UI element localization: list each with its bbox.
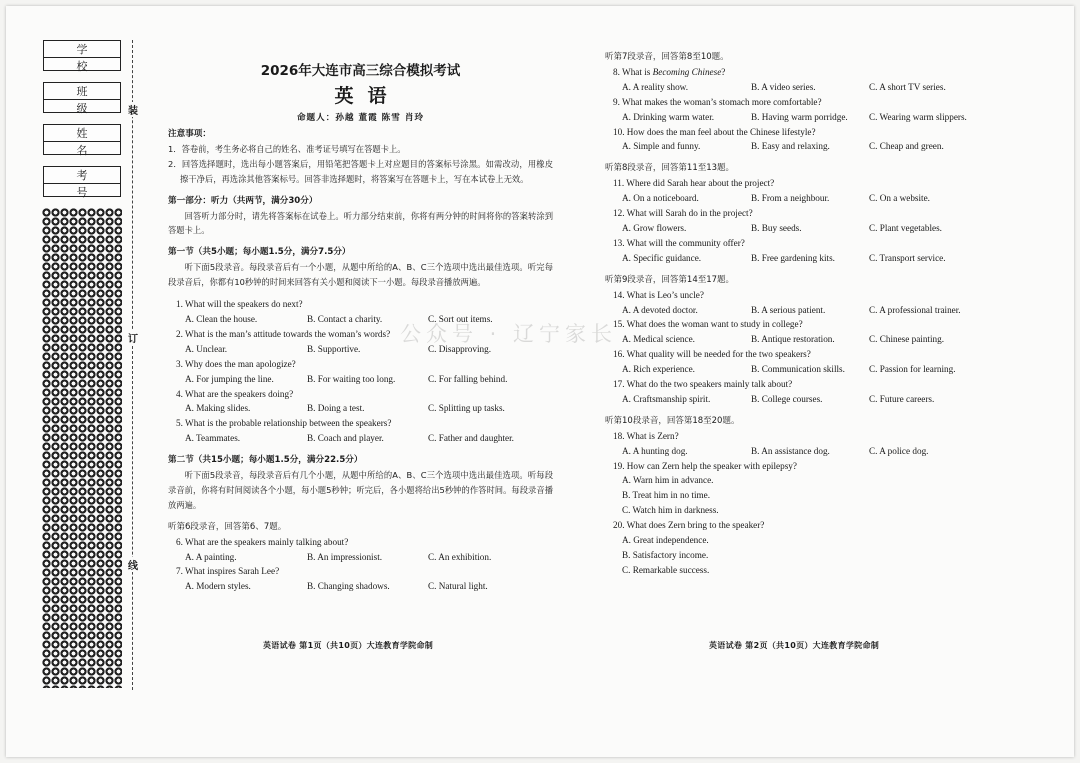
option-c[interactable]: C. Wearing warm slippers. [869,111,967,122]
question-9 [605,95,1005,125]
option-c[interactable]: C. Passion for learning. [869,364,956,375]
option-c[interactable]: C. Plant vegetables. [869,222,942,233]
stem-end: ? [721,66,726,77]
school-label: 学 校 [44,41,120,58]
question-stem: 19. How can Zern help the speaker with epilepsy? [613,460,797,471]
question-10 [605,125,1005,155]
question-14 [605,288,1005,318]
name-label: 姓 名 [44,125,120,142]
question-stem: 1. What will the speakers do next? [176,299,303,310]
question-17 [605,377,1005,407]
question-15 [605,317,1005,347]
option-a[interactable]: A. Rich experience. [622,364,695,375]
authors: 命题人：孙越 董霞 陈雪 肖玲 [296,113,425,123]
group9-title: 听第9段录音，回答第14至17题。 [605,274,735,285]
option-b[interactable]: B. Contact a charity. [307,313,383,324]
question-stem: 2. What is the man’s attitude towards the woman’s words? [176,328,391,339]
option-a[interactable]: A. A hunting dog. [622,445,688,456]
question-4 [168,387,553,417]
option-a[interactable]: A. For jumping the line. [185,373,274,384]
question-stem: 11. Where did Sarah hear about the project? [613,178,775,189]
question-stem: 10. How does the man feel about the Chinese lifestyle? [613,126,816,137]
watermark: 公众号 · 辽宁家长 [400,322,618,346]
binding-cut-line [132,40,133,690]
option-c[interactable]: C. Father and daughter. [428,433,514,444]
decorative-dot-pattern [42,208,122,688]
option-c[interactable]: C. Splitting up tasks. [428,403,505,414]
part1-intro: 回答听力部分时，请先将答案标在试卷上。听力部分结束前，你将有两分钟的时间将你的答案转涂到答题卡上。 [168,210,553,236]
option-b[interactable]: B. Easy and relaxing. [751,141,830,152]
option-c[interactable]: C. Disapproving. [428,343,492,354]
option-b[interactable]: B. An impressionist. [307,551,383,562]
option-a[interactable]: A. Great independence. [622,535,709,546]
option-b[interactable]: B. A video series. [751,81,816,92]
option-b[interactable]: B. Treat him in no time. [622,490,711,501]
group8-title: 听第8段录音，回答第11至13题。 [605,163,735,174]
option-c[interactable]: C. Chinese painting. [869,334,945,345]
page-1-footer: 英语试卷 第1页（共10页）大连教育学院命制 [263,641,434,650]
question-5 [168,416,553,446]
question-13 [605,236,1005,266]
question-stem: 13. What will the community offer? [613,237,745,248]
question-18 [605,429,1005,459]
question-16 [605,347,1005,377]
option-b[interactable]: B. An assistance dog. [751,445,830,456]
option-b[interactable]: B. Doing a test. [307,403,365,414]
option-b[interactable]: B. Satisfactory income. [622,550,709,560]
option-c[interactable]: C. Future careers. [869,393,935,404]
option-a[interactable]: A. Making slides. [185,403,251,414]
exam-title: 2026年大连市高三综合模拟考试 [260,63,461,79]
exam-number-label: 考 号 [44,167,120,184]
question-stem: 20. What does Zern bring to the speaker? [613,520,765,531]
question-stem: 5. What is the probable relationship between the speakers? [176,418,392,429]
option-c[interactable]: C. Cheap and green. [869,141,944,152]
option-a[interactable]: A. A devoted doctor. [622,304,698,315]
option-b[interactable]: B. Buy seeds. [751,222,802,233]
question-12 [605,206,1005,236]
option-b[interactable]: B. Free gardening kits. [751,252,835,263]
section2-intro: 听下面5段录音，每段录音后有几个小题，从题中所给的A、B、C三个选项中选出最佳选项。听每段录音前，你将有时间阅读各个小题，每小题5秒钟；听完后，各小题将给出5秒钟的作答时间。每段录音播放两遍。 [168,470,553,510]
option-b[interactable]: B. Having warm porridge. [751,111,848,122]
option-b[interactable]: B. Supportive. [307,343,361,354]
question-8 [605,65,1005,95]
section1-intro: 听下面5段录音。每段录音后有一个小题，从题中所给的A、B、C三个选项中选出最佳选项。听完每段录音后，你都有10秒钟的时间来回答有关小题和阅读下一小题。每段录音播放两遍。 [168,262,553,288]
note-1: 1．答卷前，考生务必将自己的姓名、准考证号填写在答题卡上。 [168,143,406,154]
school-field[interactable] [43,40,121,71]
subject-title: 英语 [334,85,401,107]
question-7 [168,564,553,594]
option-b[interactable]: B. College courses. [751,393,823,404]
option-c[interactable]: C. Transport service. [869,252,946,263]
page-2-footer: 英语试卷 第2页（共10页）大连教育学院命制 [709,641,880,650]
option-c[interactable]: C. A short TV series. [869,81,946,92]
name-field[interactable] [43,124,121,155]
option-b[interactable]: B. For waiting too long. [307,373,396,384]
option-a[interactable]: A. Warn him in advance. [622,475,714,486]
group6-title: 听第6段录音，回答第6、7题。 [168,521,287,532]
section1-title: 第一节（共5小题；每小题1.5分，满分7.5分） [168,247,351,258]
option-b[interactable]: B. Antique restoration. [751,334,835,345]
option-c[interactable]: C. Watch him in darkness. [622,505,719,516]
option-a[interactable]: A. Simple and funny. [622,141,701,152]
option-a[interactable]: A. A reality show. [622,81,689,92]
option-b[interactable]: B. Communication skills. [751,364,845,375]
question-stem: 6. What are the speakers mainly talking about? [176,536,349,547]
option-c[interactable]: C. For falling behind. [428,373,508,384]
option-a[interactable]: A. On a noticeboard. [622,193,699,204]
note-2: 2．回答选择题时，选出每小题答案后，用铅笔把答题卡上对应题目的答案标号涂黑。如需改动，用橡皮擦干净后，再选涂其他答案标号。回答非选择题时，将答案写在答题卡上，写在本试卷上无效。 [168,158,553,184]
question-stem: 9. What makes the woman’s stomach more comfortable? [613,96,822,107]
option-a[interactable]: A. Modern styles. [185,581,251,592]
option-a[interactable]: A. Craftsmanship spirit. [622,393,711,404]
question-6 [168,535,553,565]
binding-mark-zhuang: 装 [127,102,139,117]
page-2 [605,50,1005,578]
option-c[interactable]: C. An exhibition. [428,551,492,562]
question-stem: 7. What inspires Sarah Lee? [176,566,280,577]
part1-title: 第一部分：听力（共两节，满分30分） [168,195,318,206]
option-c[interactable]: C. Sort out items. [428,313,493,324]
question-stem: 14. What is Leo’s uncle? [613,289,704,300]
option-a[interactable]: A. A painting. [185,551,237,562]
option-a[interactable]: A. Unclear. [185,343,228,354]
option-c[interactable]: C. Remarkable success. [622,564,710,575]
option-c[interactable]: C. A police dog. [869,445,929,456]
question-stem: 15. What does the woman want to study in college? [613,319,803,330]
question-stem: 16. What quality will be needed for the two speakers? [613,349,811,360]
binding-mark-xian: 线 [127,557,139,572]
option-a[interactable]: A. Teammates. [185,433,241,444]
option-b[interactable]: B. Coach and player. [307,433,384,444]
stem-text: 8. What is [613,66,653,77]
exam-number-field[interactable] [43,166,121,197]
question-stem [605,65,1005,80]
option-b[interactable]: B. Changing shadows. [307,581,390,592]
option-a[interactable]: A. Drinking warm water. [622,111,715,122]
question-stem: 18. What is Zern? [613,430,679,441]
option-b[interactable]: B. A serious patient. [751,304,826,315]
question-11 [605,176,1005,206]
option-c[interactable]: C. On a website. [869,193,930,204]
group10-title: 听第10段录音，回答第18至20题。 [605,415,740,426]
class-field[interactable] [43,82,121,113]
question-stem: 4. What are the speakers doing? [176,388,294,399]
question-stem: 12. What will Sarah do in the project? [613,208,753,219]
option-b[interactable]: B. From a neighbour. [751,193,830,204]
group7-title: 听第7段录音，回答第8至10题。 [605,52,729,62]
class-label: 班 级 [44,83,120,100]
section2-title: 第二节（共15小题；每小题1.5分，满分22.5分） [168,455,363,466]
option-a[interactable]: A. Specific guidance. [622,252,702,263]
question-stem: 17. What do the two speakers mainly talk about? [613,379,793,390]
notes-title: 注意事项： [168,129,211,139]
option-a[interactable]: A. Medical science. [622,334,695,345]
stem-title: Becoming Chinese [652,66,722,77]
option-c[interactable]: C. Natural light. [428,581,488,592]
question-stem: 3. Why does the man apologize? [176,358,296,369]
question-20 [605,518,1005,578]
option-a[interactable]: A. Grow flowers. [622,222,687,233]
question-19 [605,459,1005,519]
option-c[interactable]: C. A professional trainer. [869,304,961,315]
question-3 [168,357,553,387]
binding-mark-ding: 订 [127,330,139,345]
option-a[interactable]: A. Clean the house. [185,313,258,324]
